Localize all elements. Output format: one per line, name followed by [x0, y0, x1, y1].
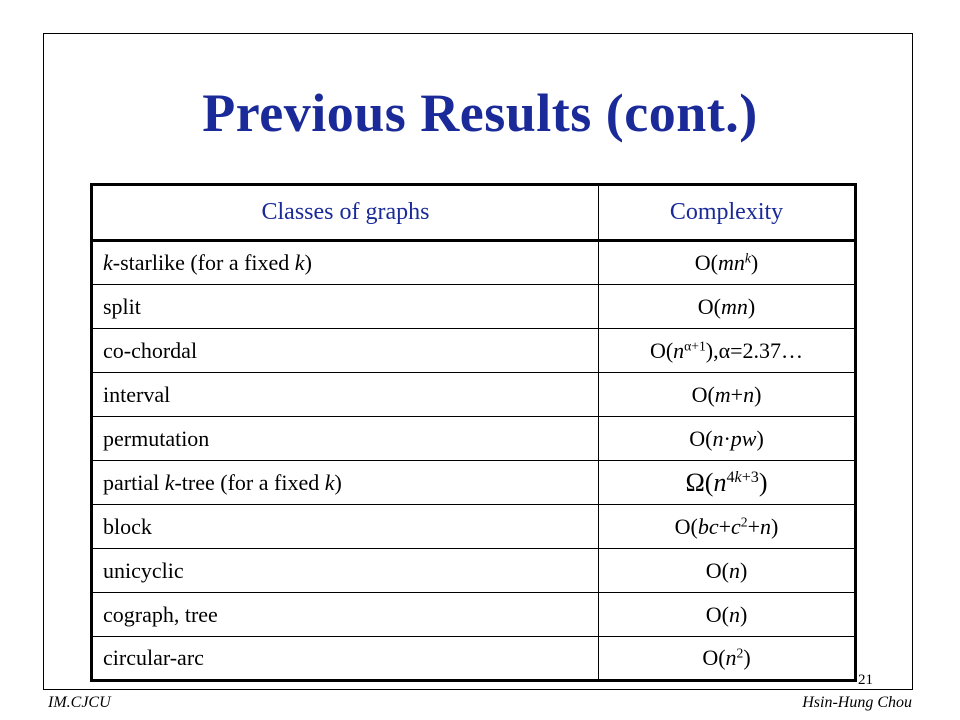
complexity-cell: $\Omega(n^{4k+3})$ — [599, 461, 856, 505]
footer-author: Hsin-Hung Chou — [802, 694, 912, 711]
graph-class-cell: split — [92, 285, 599, 329]
complexity-cell: O(mn) — [599, 285, 856, 329]
graph-class-cell: cograph, tree — [92, 593, 599, 637]
graph-class-cell: block — [92, 505, 599, 549]
table-row — [92, 241, 856, 285]
graph-class-cell: co-chordal — [92, 329, 599, 373]
graph-class-cell: interval — [92, 373, 599, 417]
table-row — [92, 461, 856, 505]
results-table — [90, 183, 857, 682]
complexity-cell: O(n) — [599, 549, 856, 593]
table-row — [92, 549, 856, 593]
table-row — [92, 373, 856, 417]
complexity-cell: O(n) — [599, 593, 856, 637]
column-header-classes: Classes of graphs — [92, 185, 599, 241]
table-row — [92, 329, 856, 373]
table-row — [92, 505, 856, 549]
graph-class-cell: k-starlike (for a fixed k) — [92, 241, 599, 285]
complexity-cell: $O(bc+c^2+n)$ — [599, 505, 856, 549]
complexity-cell: O(m+n) — [599, 373, 856, 417]
complexity-cell: $O(n^2)$ — [599, 637, 856, 681]
table-row — [92, 285, 856, 329]
table-row — [92, 593, 856, 637]
table-row — [92, 417, 856, 461]
page-number: 21 — [858, 672, 873, 688]
column-header-complexity: Complexity — [599, 185, 856, 241]
footer-institution: IM.CJCU — [48, 694, 111, 711]
graph-class-cell: partial k-tree (for a fixed k) — [92, 461, 599, 505]
complexity-cell: $O(n^{\alpha+1}),\alpha=2.37\dots$ — [599, 329, 856, 373]
complexity-cell: O(n·pw) — [599, 417, 856, 461]
table-row — [92, 637, 856, 681]
complexity-cell: $O(mn^k)$ — [599, 241, 856, 285]
graph-class-cell: circular-arc — [92, 637, 599, 681]
graph-class-cell: permutation — [92, 417, 599, 461]
graph-class-cell: unicyclic — [92, 549, 599, 593]
slide-title: Previous Results (cont.) — [202, 83, 758, 143]
table-header-row — [92, 185, 856, 241]
